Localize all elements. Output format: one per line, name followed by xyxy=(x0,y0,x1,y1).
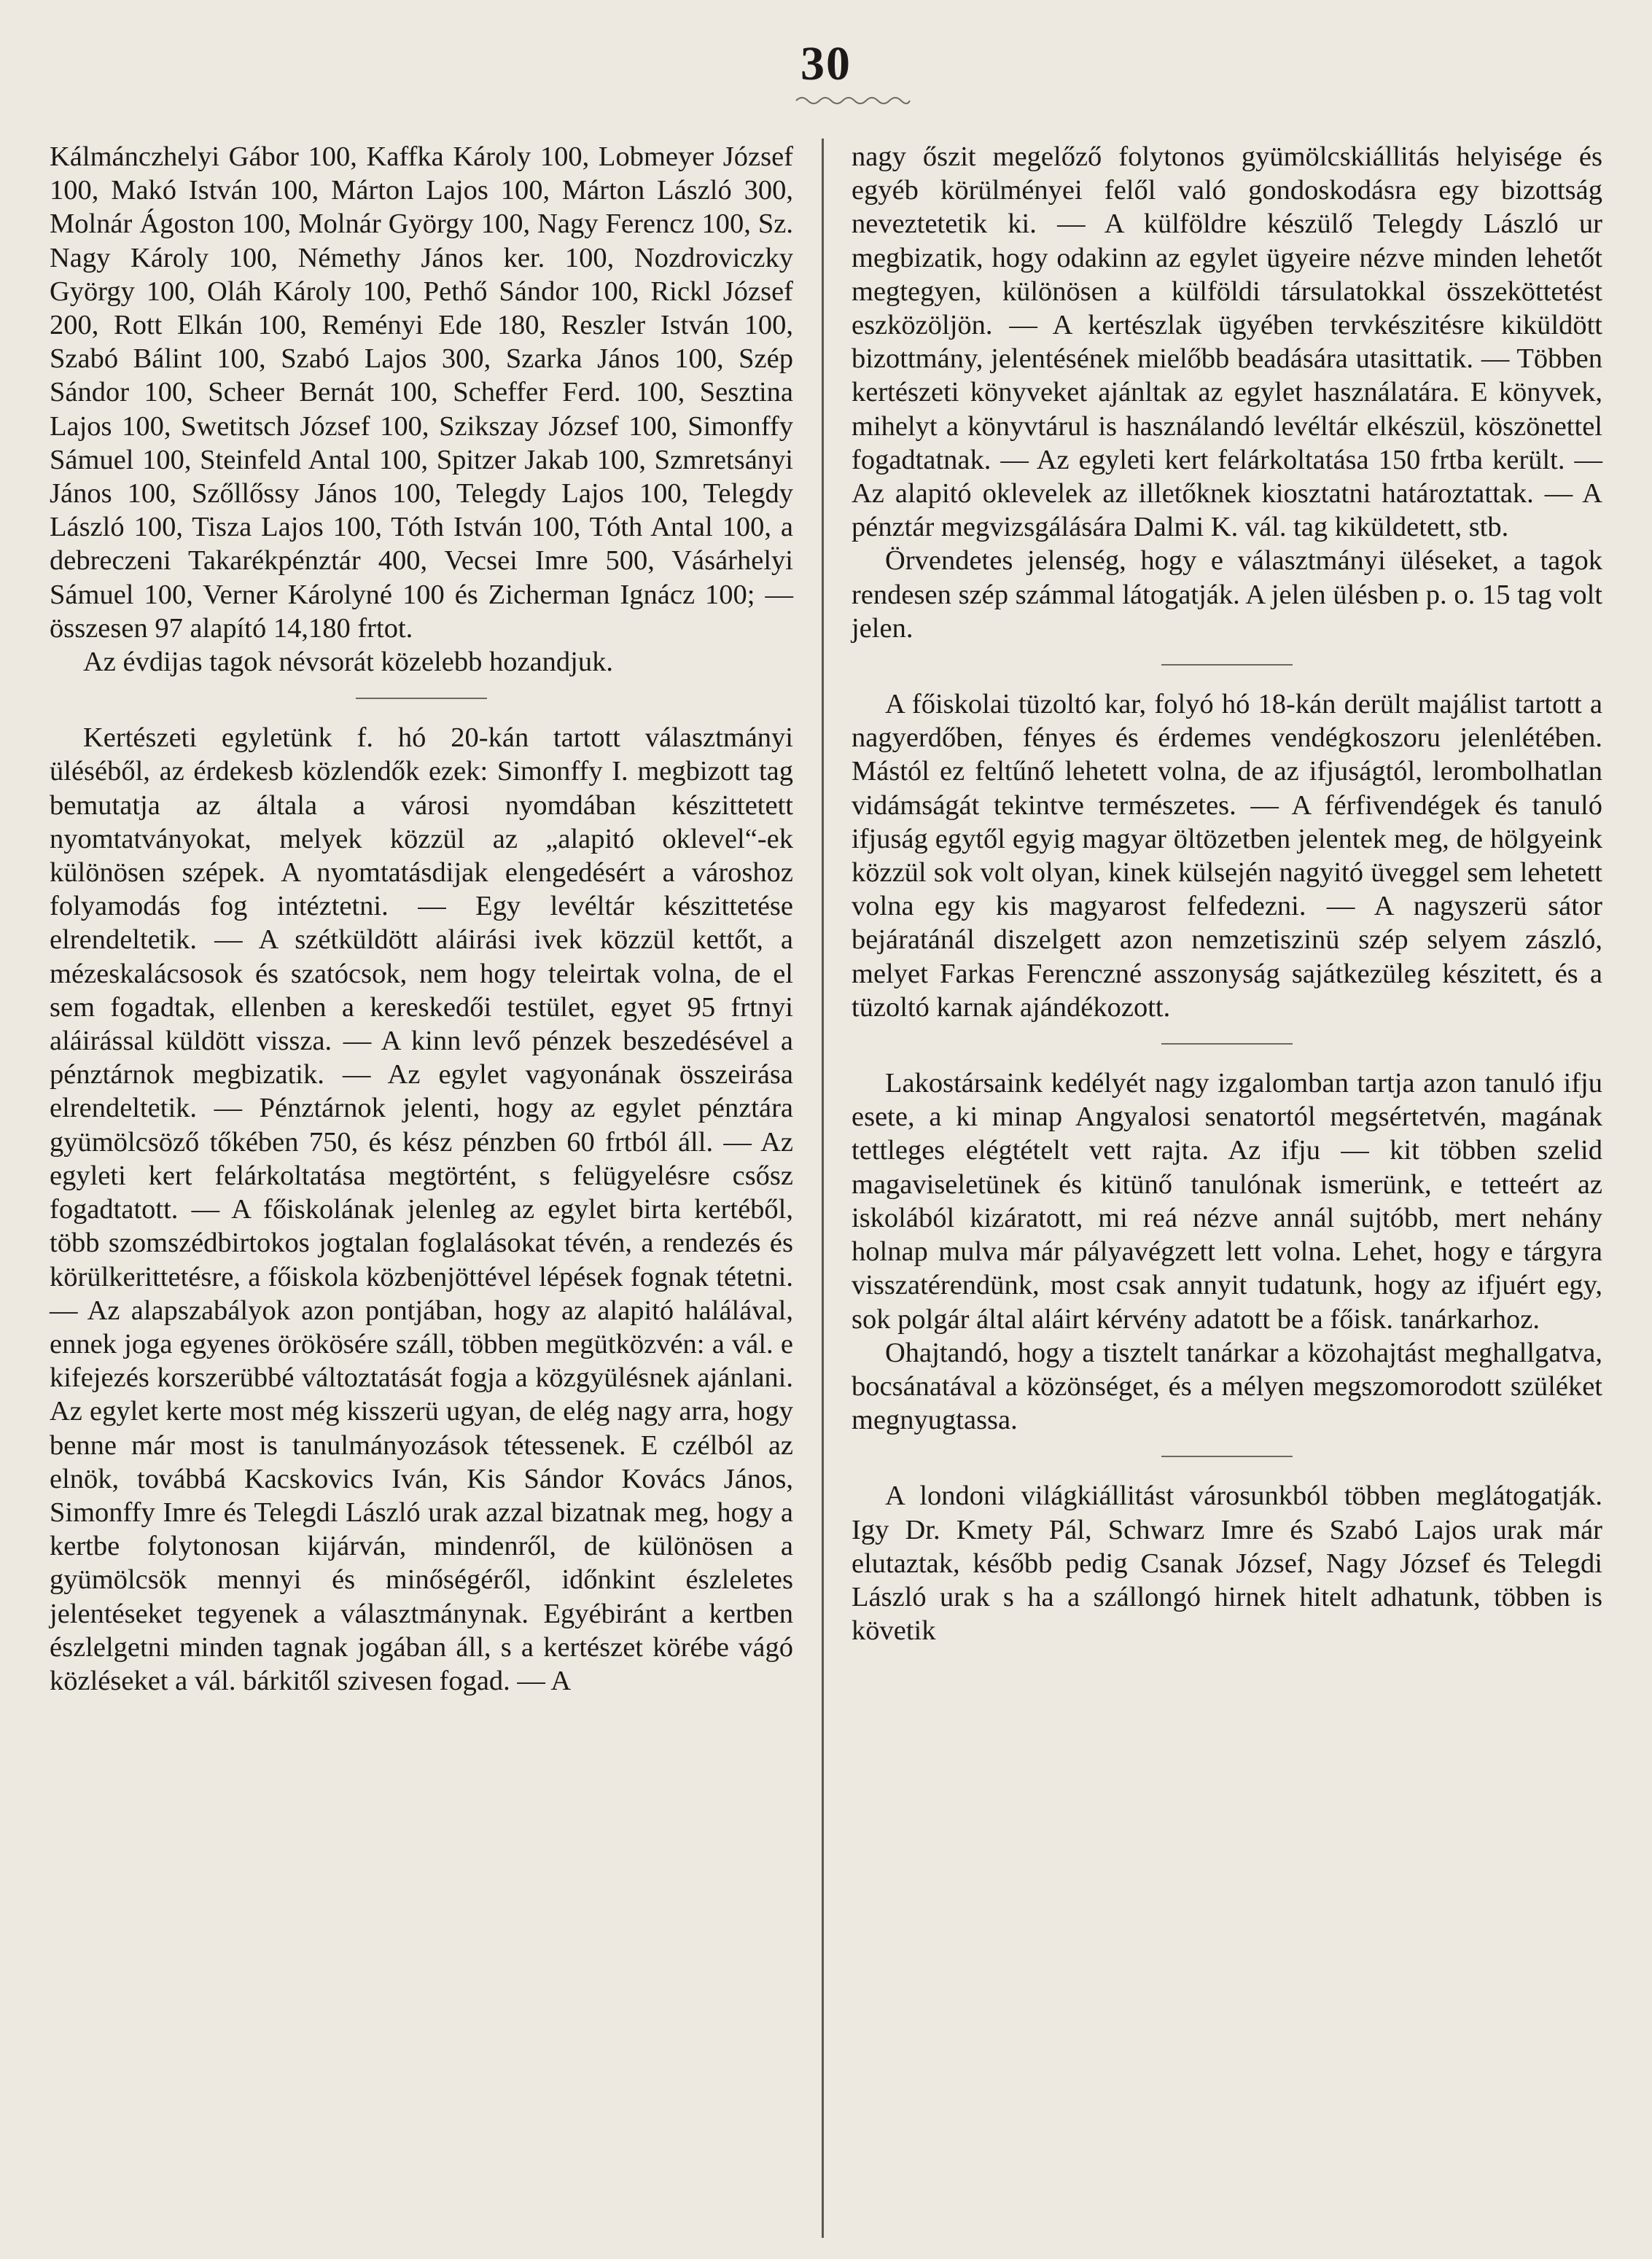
fire-brigade-picnic-article: A főiskolai tüzoltó kar, folyó hó 18-kán derült majálist tartott a nagyerdőben, fényes és érdemes vendégkoszoru jelenlétében. Mástól ez feltűnő lehetett volna, de az ifjuságtól, lerombolhatlan vidámságát tekintve természetes. — A férfivendégek és tanuló ifjuság egytől egyig magyar öltözetben jelentek meg, de hölgyeink közzül sok volt olyan, kinek külsején nagyitó üveggel sem lehetett volna egy kis magyarost felfedezni. — A nagyszerü sátor bejáratánál diszelgett azon nemzetiszinü szép selyem zászló, melyet Farkas Ferenczné asszonyság sajátkezüleg készitett, és a tüzoltó karnak ajándékozott. xyxy=(852,689,1602,1023)
section-divider xyxy=(1161,1043,1293,1045)
column-divider xyxy=(822,138,824,2238)
wave-ornament xyxy=(795,93,911,108)
left-column xyxy=(50,140,793,1698)
annual-members-note: Az évdijas tagok névsorát közelebb hozandjuk. xyxy=(83,647,613,678)
student-incident-article: Lakostársaink kedélyét nagy izgalomban tartja azon tanuló ifju esete, a ki minap Angyalosi senatortól megsértetvén, magának tettleges elégtételt vett rajta. Az ifju — kit többen szelid magaviseletünek és kitünő tanulónak ismerünk, e tetteért az iskolából kizáratott, mi reá nézve annál sujtóbb, mert nehány holnap mulva már pályavégzett lett volna. Lehet, hogy e tárgyra visszatérendünk, most csak annyit tudatunk, hogy az ifjuért egy, sok polgár által aláirt kérvény adatott be a főisk. tanárkarhoz. xyxy=(852,1068,1602,1335)
section-divider xyxy=(1161,1456,1293,1457)
faculty-appeal-paragraph: Ohajtandó, hogy a tisztelt tanárkar a közohajtást meghallgatva, bocsánatával a közönséget, és a mélyen megszomorodott szüléket megnyugtassa. xyxy=(852,1337,1602,1436)
report-continuation: nagy őszit megelőző folytonos gyümölcskiállitás helyisége és egyéb körülményei felől való gondoskodásra egy bizottság neveztetetik ki. — A külföldre készülő Telegdy László ur megbizatik, hogy odakinn az egylet ügyeire nézve minden lehetőt megtegyen, különösen a külföldi társulatokkal összeköttetést eszközöljön. — A kertészlak ügyében tervkészitésre kiküldött bizottmány, jelentésének mielőbb beadására utasittatik. — Többen kertészeti könyveket ajánltak az egylet használatára. E könyvek, mihelyt a könyvtárul is használandó levéltár elkészül, köszönettel fogadtatnak. — Az egyleti kert felárkoltatása 150 frtba került. — Az alapitó oklevelek az illetőknek kiosztatni határoztattak. — A pénztár megvizsgálására Dalmi K. vál. tag kiküldetett, stb. xyxy=(852,141,1602,543)
right-column xyxy=(852,140,1602,1647)
section-divider xyxy=(356,698,487,699)
page-number: 30 xyxy=(800,37,852,90)
section-divider xyxy=(1161,664,1293,666)
member-list-paragraph: Kálmánczhelyi Gábor 100, Kaffka Károly 100, Lobmeyer József 100, Makó István 100, Márton Lajos 100, Márton László 300, Molnár Ágoston 100, Molnár György 100, Nagy Ferencz 100, Sz. Nagy Károly 100, Némethy János ker. 100, Nozdroviczky György 100, Oláh Károly 100, Pethő Sándor 100, Rickl József 200, Rott Elkán 100, Reményi Ede 180, Reszler István 100, Szabó Bálint 100, Szabó Lajos 300, Szarka János 100, Szép Sándor 100, Scheer Bernát 100, Scheffer Ferd. 100, Sesztina Lajos 100, Swetitsch József 100, Szikszay József 100, Simonffy Sámuel 100, Steinfeld Antal 100, Spitzer Jakab 100, Szmretsányi János 100, Szőllőssy János 100, Telegdy Lajos 100, Telegdy László 100, Tisza Lajos 100, Tóth István 100, Tóth Antal 100, a debreczeni Takarékpénztár 400, Vecsei Imre 500, Vásárhelyi Sámuel 100, Verner Károlyné 100 és Zicherman Ignácz 100; — összesen 97 alapító 14,180 frtot. xyxy=(50,141,793,644)
attendance-note: Örvendetes jelenség, hogy e választmányi üléseket, a tagok rendesen szép számmal látogatják. A jelen ülésben p. o. 15 tag volt jelen. xyxy=(852,545,1602,644)
horticultural-society-report: Kertészeti egyletünk f. hó 20-kán tartott választmányi üléséből, az érdekesb közlendők ezek: Simonffy I. megbizott tag bemutatja az általa a városi nyomdában készittetett nyomtatványokat, melyek közzül az „alapitó oklevel“-ek különösen szépek. A nyomtatásdijak elengedésért a városhoz folyamodás fog intéztetni. — Egy levéltár készittetése elrendeltetik. — A szétküldött aláirási ivek közzül kettőt, a mézeskalácsosok és szatócsok, nem hogy teleirtak volna, de el sem fogadtak, ellenben a kereskedői testület, egyet 95 frtnyi aláirással küldött vissza. — A kinn levő pénzek beszedésével a pénztárnok megbizatik. — Az egylet vagyonának összeirása elrendeltetik. — Pénztárnok jelenti, hogy az egylet pénztára gyümölcsöző tőkében 750, és kész pénzben 60 frtból áll. — Az egyleti kert felárkoltatása megtörtént, s felügyelésre csősz fogadtatott. — A főiskolának jelenleg az egylet birta kertéből, több szomszédbirtokos jogtalan foglalásokat tévén, a rendezés és körülkerittetésre, a főiskola közbenjöttével lépések fognak tétetni. — Az alapszabályok azon pontjában, hogy az alapitó halálával, ennek joga egyenes örökösére száll, többen megütközvén: a vál. e kifejezés korszerübbé változtatását fogja a közgyülésnek ajánlani. Az egylet kerte most még kisszerü ugyan, de elég nagy arra, hogy benne már most is tanulmányozások tétessenek. E czélból az elnök, továbbá Kacskovics Iván, Kis Sándor Kovács János, Simonffy Imre és Telegdi László urak azzal bizatnak meg, hogy a kertbe folytonosan kijárván, mindenről, de különösen a gyümölcsök mennyi és minőségéről, időnkint észleletes jelentéseket tegyenek a választmánynak. Egyébiránt a kertben észlelgetni minden tagnak jogában áll, s a kertészet körébe vágó közléseket a vál. bárkitől szivesen fogad. — A xyxy=(50,722,793,1696)
london-exhibition-article: A londoni világkiállitást városunkból többen meglátogatják. Igy Dr. Kmety Pál, Schwarz Imre és Szabó Lajos urak már elutaztak, később pedig Csanak József, Nagy József és Telegdi László urak s ha a szállongó hirnek hitelt adhatunk, többen is követik xyxy=(852,1480,1602,1647)
